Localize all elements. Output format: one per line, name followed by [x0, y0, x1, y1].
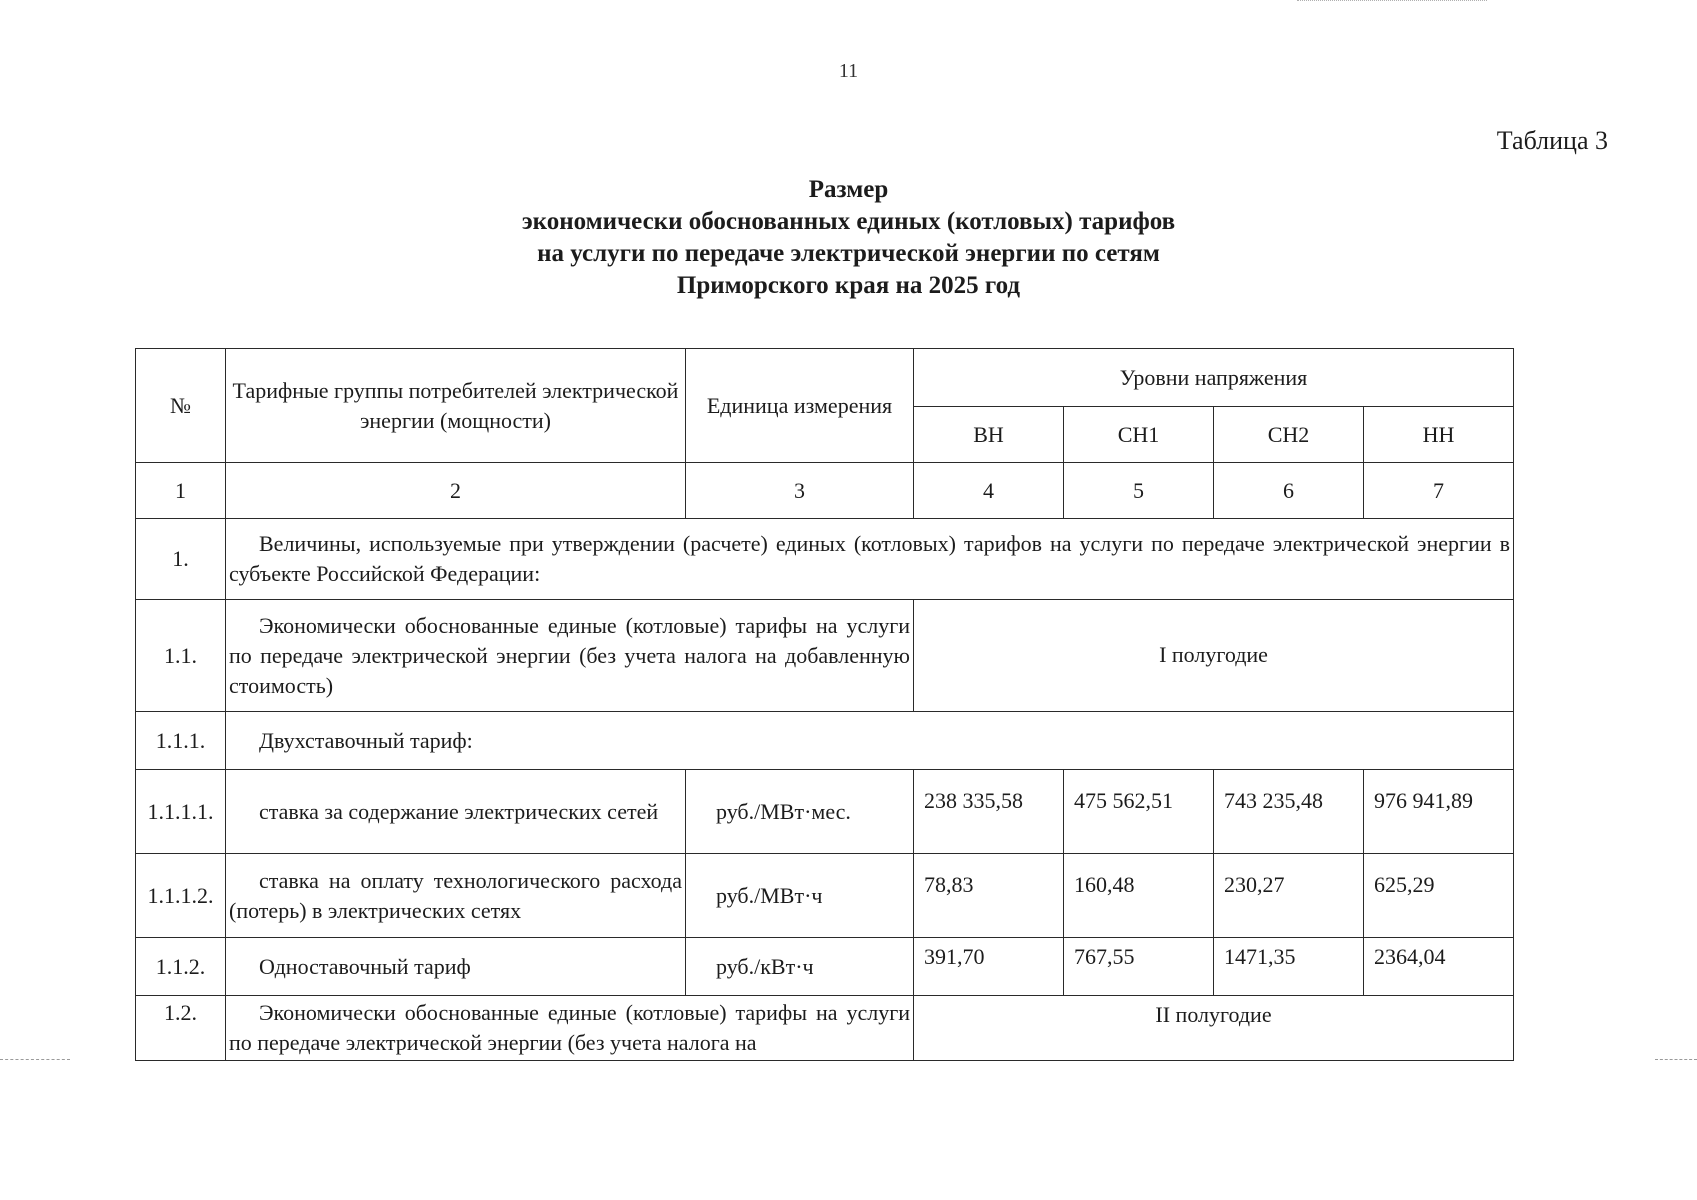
- column-number: 5: [1064, 463, 1214, 519]
- period-label: I полугодие: [914, 600, 1514, 712]
- row-description: Одноставочный тариф: [226, 938, 686, 996]
- unit-cell: руб./кВт·ч: [686, 938, 914, 996]
- title-line-2: экономически обоснованных единых (котловых) тарифов: [521, 208, 1176, 235]
- row-description: ставка за содержание электрических сетей: [226, 770, 686, 854]
- row-description: Экономически обоснованные единые (котловые) тарифы на услуги по передаче электрической энергии (без учета налога на: [226, 996, 914, 1061]
- value-sn1: 475 562,51: [1064, 770, 1214, 854]
- header-row-1: [136, 349, 1514, 407]
- row-number: 1.1.: [136, 600, 226, 712]
- column-number: 7: [1364, 463, 1514, 519]
- title-line-3: на услуги по передаче электрической энергии по сетям: [537, 240, 1160, 267]
- table-row: [136, 854, 1514, 938]
- row-description: ставка на оплату технологического расхода (потерь) в электрических сетях: [226, 854, 686, 938]
- header-unit: Единица измерения: [686, 349, 914, 463]
- row-number: 1.: [136, 519, 226, 600]
- value-vn: 78,83: [914, 854, 1064, 938]
- table-row: [136, 600, 1514, 712]
- page-number: 11: [838, 60, 859, 82]
- value-sn2: 1471,35: [1214, 938, 1364, 996]
- table-row: [136, 519, 1514, 600]
- table-row: [136, 938, 1514, 996]
- period-label: II полугодие: [914, 996, 1514, 1061]
- column-number: 1: [136, 463, 226, 519]
- table-row: [136, 712, 1514, 770]
- header-vn: ВН: [914, 407, 1064, 463]
- value-sn2: 230,27: [1214, 854, 1364, 938]
- row-number: 1.2.: [136, 996, 226, 1061]
- column-number: 3: [686, 463, 914, 519]
- table-caption: Таблица 3: [1496, 126, 1608, 155]
- tariff-table: [135, 348, 1514, 1061]
- row-description: Двухставочный тариф:: [226, 712, 1514, 770]
- title-line-4: Приморского края на 2025 год: [676, 272, 1021, 299]
- row-description: Величины, используемые при утверждении (расчете) единых (котловых) тарифов на услуги по передаче электрической энергии в субъекте Российской Федерации:: [226, 519, 1514, 600]
- header-nn: НН: [1364, 407, 1514, 463]
- header-groups: Тарифные группы потребителей электрической энергии (мощности): [226, 349, 686, 463]
- value-nn: 976 941,89: [1364, 770, 1514, 854]
- table-row: [136, 770, 1514, 854]
- column-number: 4: [914, 463, 1064, 519]
- value-sn2: 743 235,48: [1214, 770, 1364, 854]
- value-nn: 625,29: [1364, 854, 1514, 938]
- page-cut-line-left: [0, 1059, 70, 1060]
- page-cut-line-right: [1655, 1059, 1697, 1060]
- document-title: [0, 174, 1697, 302]
- unit-cell: руб./МВт·мес.: [686, 770, 914, 854]
- header-sn2: СН2: [1214, 407, 1364, 463]
- column-number-row: [136, 463, 1514, 519]
- value-nn: 2364,04: [1364, 938, 1514, 996]
- row-number: 1.1.2.: [136, 938, 226, 996]
- column-number: 6: [1214, 463, 1364, 519]
- value-sn1: 160,48: [1064, 854, 1214, 938]
- row-number: 1.1.1.1.: [136, 770, 226, 854]
- header-sn1: СН1: [1064, 407, 1214, 463]
- unit-cell: руб./МВт·ч: [686, 854, 914, 938]
- value-vn: 238 335,58: [914, 770, 1064, 854]
- scan-edge-mark: [1297, 0, 1487, 1]
- value-sn1: 767,55: [1064, 938, 1214, 996]
- header-no: №: [136, 349, 226, 463]
- header-voltage-levels: Уровни напряжения: [914, 349, 1514, 407]
- row-description: Экономически обоснованные единые (котловые) тарифы на услуги по передаче электрической энергии (без учета налога на добавленную стоимость): [226, 600, 914, 712]
- row-number: 1.1.1.: [136, 712, 226, 770]
- title-line-1: Размер: [808, 176, 889, 203]
- row-number: 1.1.1.2.: [136, 854, 226, 938]
- column-number: 2: [226, 463, 686, 519]
- table-row: [136, 996, 1514, 1061]
- value-vn: 391,70: [914, 938, 1064, 996]
